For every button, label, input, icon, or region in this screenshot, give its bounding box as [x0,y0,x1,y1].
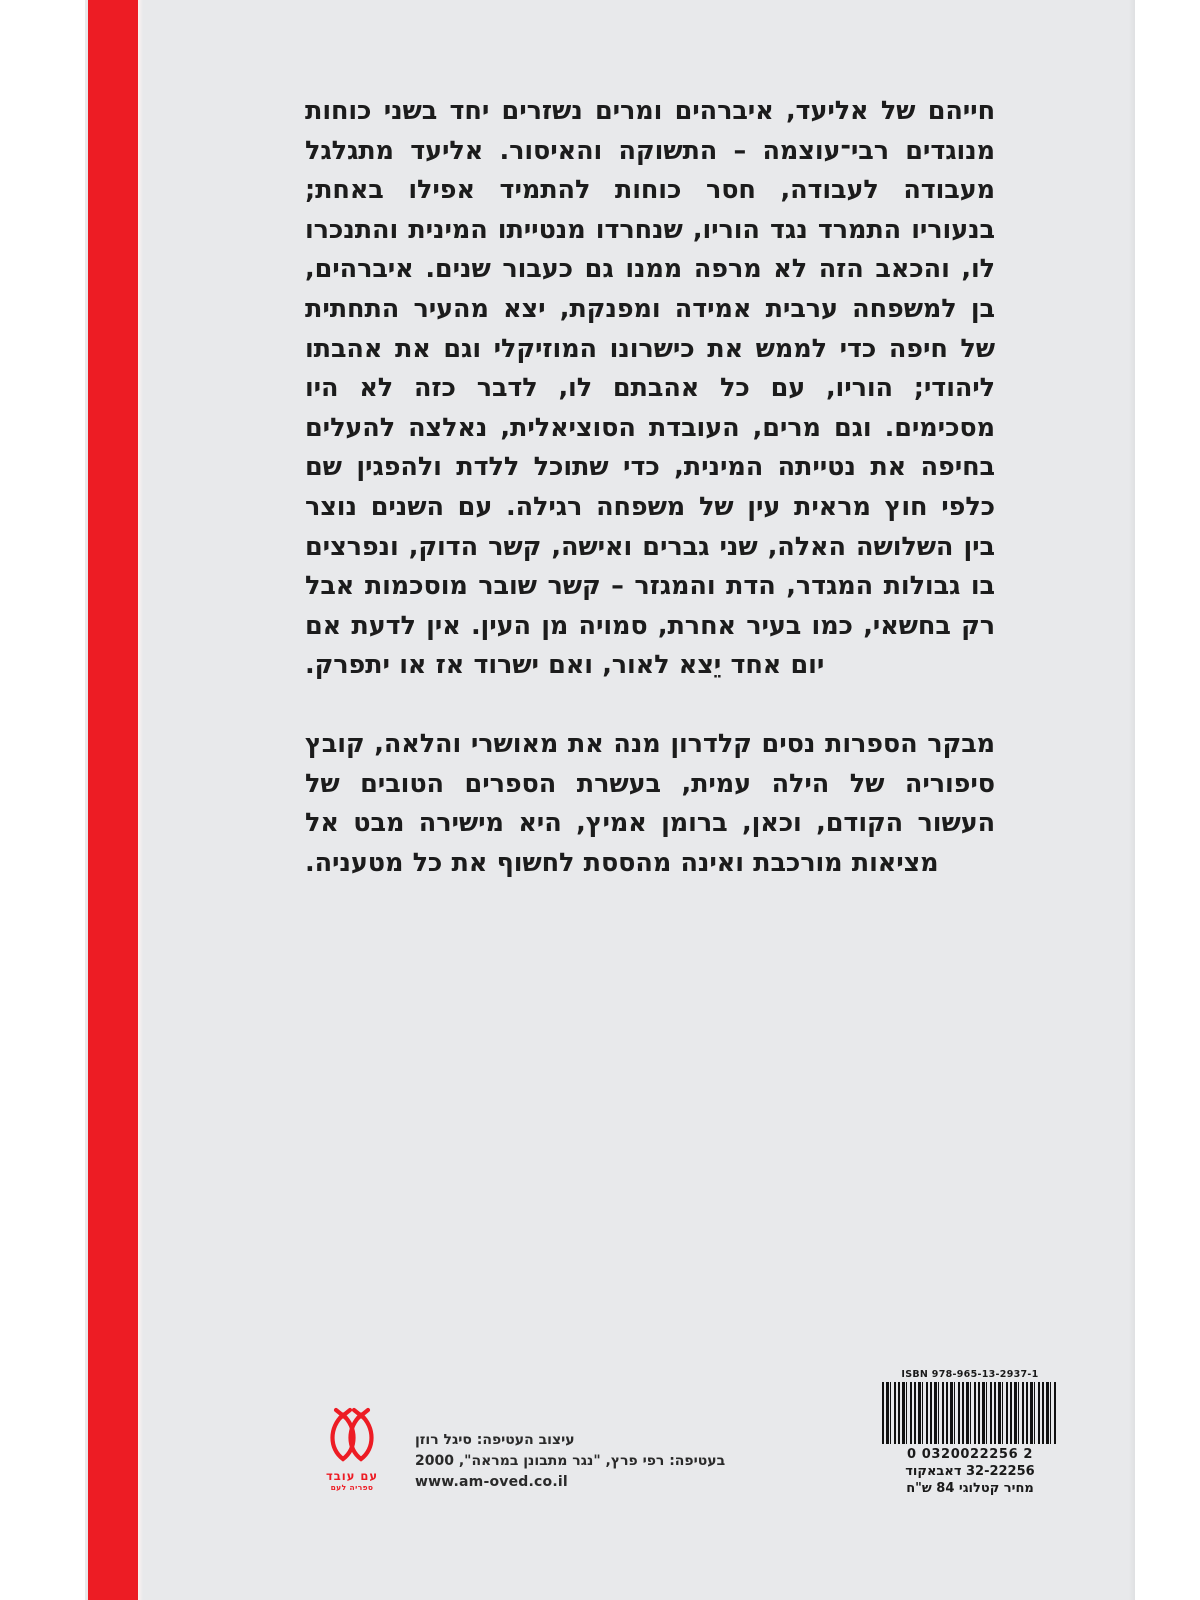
catalog-code: 32-22256 דאבאקוד [905,1464,1035,1479]
blurb-p2-mid: , קובץ סיפוריה של [305,728,995,799]
blurb-paragraph-1: חייהם של אליעד, איברהים ומרים נשזרים יחד בשני כוחות מנוגדים רבי־עוצמה – התשוקה והאיסור. אליעד מתגלגל מעבודה לעבודה, חסר כוחות להתמיד אפילו באחת; בנעוריו התמרד נגד הוריו, שנחרדו מנטייתו המינית והתנכרו לו, והכאב הזה לא מרפה ממנו גם כעבור שנים. איברהים, בן למשפחה ערבית אמידה ומפנקת, יצא מהעיר התחתית של חיפה כדי לממש את כישרונו המוזיקלי וגם את אהבתו ליהודי; הוריו, עם כל אהבתם לו, לדבר כזה לא היו מסכימים. וגם מרים, העובדת הסוציאלית, נאלצה להעלים בחיפה את נטייתה המינית, כדי שתוכל ללדת ולהפגין שם כלפי חוץ מראית עין של משפחה רגילה. עם השנים נוצר בין השלושה האלה, שני גברים ואישה, קשר הדוק, ונפרצים בו גבולות המגדר, הדת והמגזר – קשר שובר מוסכמות אבל רק בחשאי, כמו בעיר אחרת, סמויה מן העין. אין לדעת אם יום אחד יֵצא לאור, ואם ישרוד אז או יתפרק. [305,96,995,681]
publisher-website[interactable]: www.am-oved.co.il [415,1474,568,1490]
barcode-digits: 0 0320022256 2 [907,1447,1033,1462]
author-name-emphasis: הילה עמית [691,768,830,799]
publisher-logo-block [304,1405,400,1492]
blurb-p2-suffix: , בעשרת הספרים הטובים של העשור הקודם, וכאן, ברומן אמיץ, היא מישירה מבט אל מציאות מורכבת ואינה מהססת לחשוף את כל מטעניה. [305,768,995,878]
blurb-text-block [305,92,995,883]
book-title-emphasis: מאושרי והלאה [383,728,559,759]
barcode-bars-icon [882,1382,1058,1444]
publisher-imprint: ספריה לעם [330,1483,374,1492]
blurb-paragraph-2 [305,725,995,883]
publisher-name: עם עובד [325,1469,379,1483]
isbn-label: ISBN 978-965-13-2937-1 [901,1369,1039,1380]
cover-art-credit: בעטיפה: רפי פרץ, "נגר מתבונן במראה", 2000 [415,1453,726,1469]
am-oved-logo-icon [319,1405,385,1467]
cover-design-credit: עיצוב העטיפה: סיגל רוזן [415,1432,575,1448]
catalog-price: מחיר קטלוגי 84 ש"ח [906,1481,1034,1496]
blurb-p2-prefix: מבקר הספרות נסים קלדרון מנה את [558,728,995,759]
barcode-block [880,1369,1060,1496]
cover-sheet [85,0,1135,1600]
credits-block [415,1430,775,1493]
cover-footer [85,1270,1135,1600]
